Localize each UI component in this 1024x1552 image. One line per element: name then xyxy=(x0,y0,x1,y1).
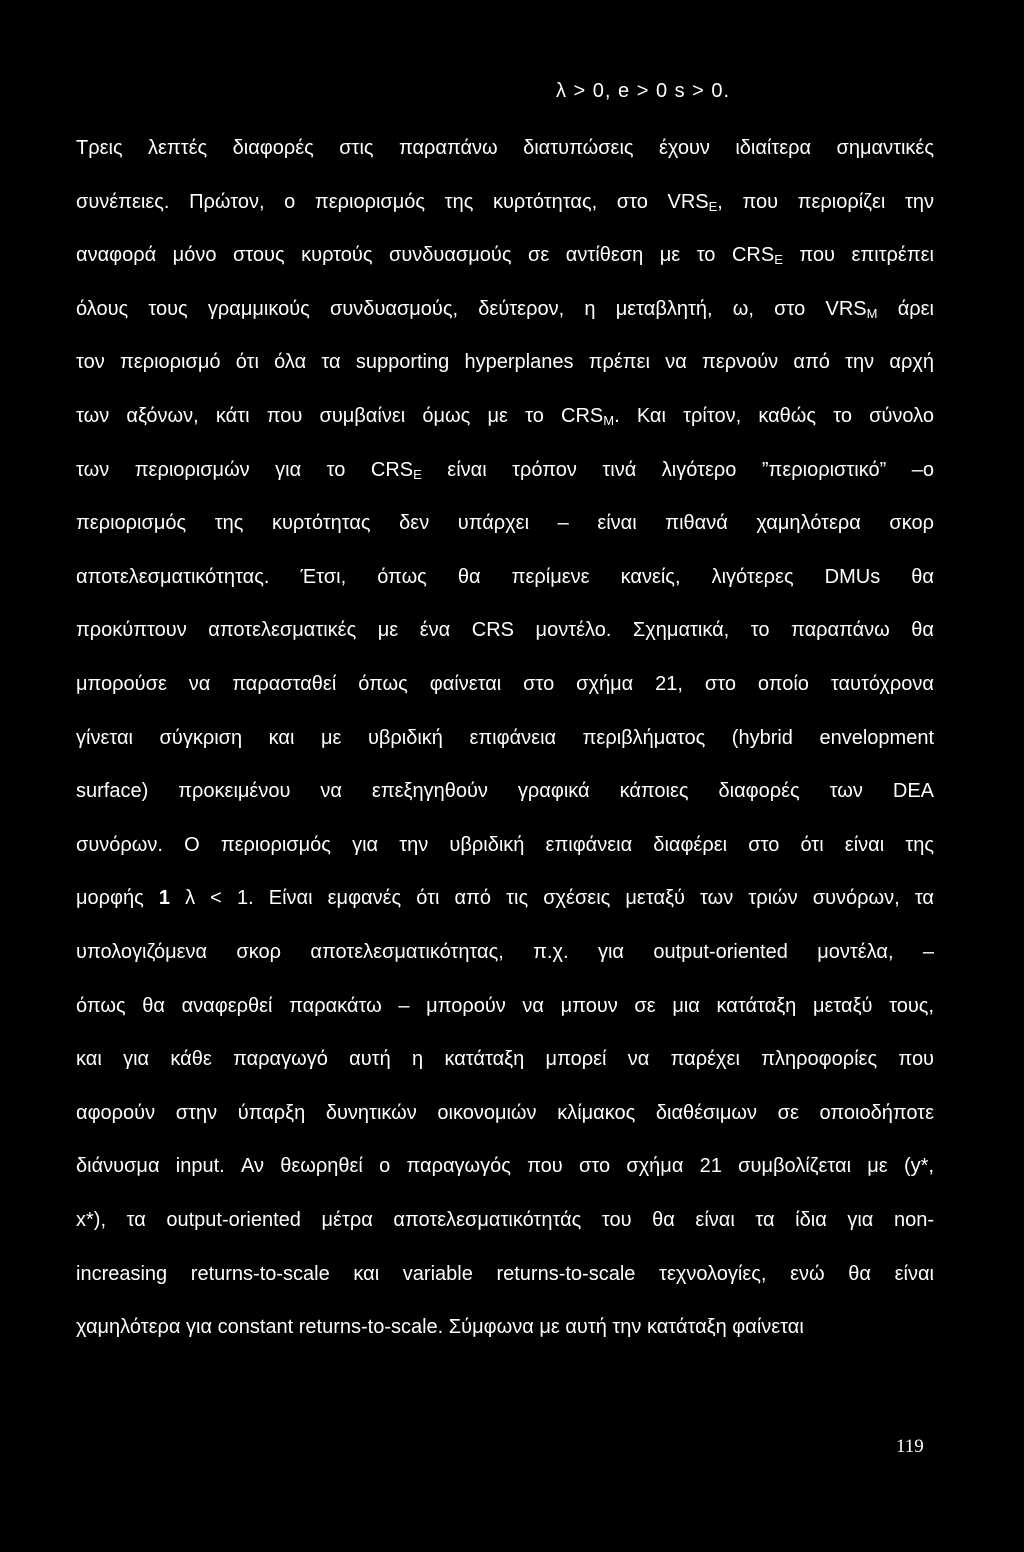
text-segment: μορφής xyxy=(76,887,159,909)
text-line xyxy=(76,458,934,482)
text-segment: αφορούν στην ύπαρξη δυνητικών οικονομιών κλίμακος διαθέσιμων σε οποιοδήποτε xyxy=(76,1102,934,1124)
text-line xyxy=(76,1208,934,1232)
text-segment: μπορούσε να παρασταθεί όπως φαίνεται στο σχήμα 21, στο οποίο ταυτόχρονα xyxy=(76,673,934,695)
text-line xyxy=(76,1047,934,1071)
text-segment: γίνεται σύγκριση και με υβριδική επιφάνεια περιβλήματος (hybrid envelopment xyxy=(76,727,934,749)
text-line xyxy=(76,1315,934,1339)
subscript: M xyxy=(603,413,615,428)
text-line xyxy=(76,1101,934,1125)
text-line xyxy=(76,886,934,910)
text-line xyxy=(76,350,934,374)
text-segment: . Και τρίτον, καθώς το σύνολο xyxy=(614,405,934,427)
text-segment: συνόρων. Ο περιορισμός για την υβριδική επιφάνεια διαφέρει στο ότι είναι της xyxy=(76,834,934,856)
text-segment: των αξόνων, κάτι που συμβαίνει όμως με το CRS xyxy=(76,405,604,427)
text-segment: surface) προκειμένου να επεξηγηθούν γραφικά κάποιες διαφορές των DEA xyxy=(76,780,934,802)
text-segment: x*), τα output-oriented μέτρα αποτελεσματικότητάς του θα είναι τα ίδια για non- xyxy=(76,1209,934,1231)
text-segment: αποτελεσματικότητας. Έτσι, όπως θα περίμενε κανείς, λιγότερες DMUs θα xyxy=(76,566,934,588)
text-line xyxy=(76,1154,934,1178)
text-segment: που επιτρέπει xyxy=(782,244,934,266)
text-segment: increasing returns-to-scale και variable returns-to-scale τεχνολογίες, ενώ θα είναι xyxy=(76,1263,934,1285)
text-segment: είναι τρόπον τινά λιγότερο ”περιοριστικό” –ο xyxy=(421,459,934,481)
text-line xyxy=(76,672,934,696)
text-segment: προκύπτουν αποτελεσματικές με ένα CRS μοντέλο. Σχηματικά, το παραπάνω θα xyxy=(76,619,934,641)
text-line xyxy=(76,833,934,857)
text-line xyxy=(76,190,934,214)
subscript: M xyxy=(866,306,878,321)
text-line xyxy=(76,565,934,589)
text-segment: , που περιορίζει την xyxy=(717,191,934,213)
text-segment: χαμηλότερα για constant returns-to-scale. Σύμφωνα με αυτή την κατάταξη φαίνεται xyxy=(76,1316,804,1338)
subscript: E xyxy=(413,467,422,482)
text-line xyxy=(76,511,934,535)
subscript: E xyxy=(774,252,783,267)
text-line xyxy=(76,404,934,428)
text-line xyxy=(76,243,934,267)
text-segment: και για κάθε παραγωγό αυτή η κατάταξη μπορεί να παρέχει πληροφορίες που xyxy=(76,1048,934,1070)
page-number: 119 xyxy=(896,1436,924,1457)
text-line xyxy=(76,779,934,803)
bold-symbol: 1 xyxy=(158,887,170,909)
text-segment: λ < 1. Είναι εμφανές ότι από τις σχέσεις μεταξύ των τριών συνόρων, τα xyxy=(169,887,934,909)
text-segment: των περιορισμών για το CRS xyxy=(76,459,414,481)
text-segment: συνέπειες. Πρώτον, ο περιορισμός της κυρτότητας, στο VRS xyxy=(76,191,709,213)
text-segment: τον περιορισμό ότι όλα τα supporting hyperplanes πρέπει να περνούν από την αρχή xyxy=(76,351,934,373)
subscript: E xyxy=(708,199,718,214)
text-line xyxy=(76,994,934,1018)
text-line xyxy=(76,726,934,750)
text-segment: όπως θα αναφερθεί παρακάτω – μπορούν να μπουν σε μια κατάταξη μεταξύ τους, xyxy=(76,995,934,1017)
text-segment: Τρεις λεπτές διαφορές στις παραπάνω διατυπώσεις έχουν ιδιαίτερα σημαντικές xyxy=(76,137,934,159)
text-segment: άρει xyxy=(877,298,934,320)
text-segment: αναφορά μόνο στους κυρτούς συνδυασμούς σε αντίθεση με το CRS xyxy=(76,244,775,266)
text-line xyxy=(76,940,934,964)
text-segment: όλους τους γραμμικούς συνδυασμούς, δεύτερον, η μεταβλητή, ω, στο VRS xyxy=(76,298,867,320)
text-segment: υπολογιζόμενα σκορ αποτελεσματικότητας, π.χ. για output-oriented μοντέλα, – xyxy=(76,941,934,963)
text-line xyxy=(76,297,934,321)
constraint-formula: λ > 0, e > 0 s > 0. xyxy=(556,80,731,102)
text-segment: διάνυσμα input. Αν θεωρηθεί ο παραγωγός που στο σχήμα 21 συμβολίζεται με (y*, xyxy=(76,1155,934,1177)
text-segment: περιορισμός της κυρτότητας δεν υπάρχει – είναι πιθανά χαμηλότερα σκορ xyxy=(76,512,934,534)
text-line xyxy=(76,618,934,642)
text-line xyxy=(76,1262,934,1286)
text-line xyxy=(76,136,934,160)
